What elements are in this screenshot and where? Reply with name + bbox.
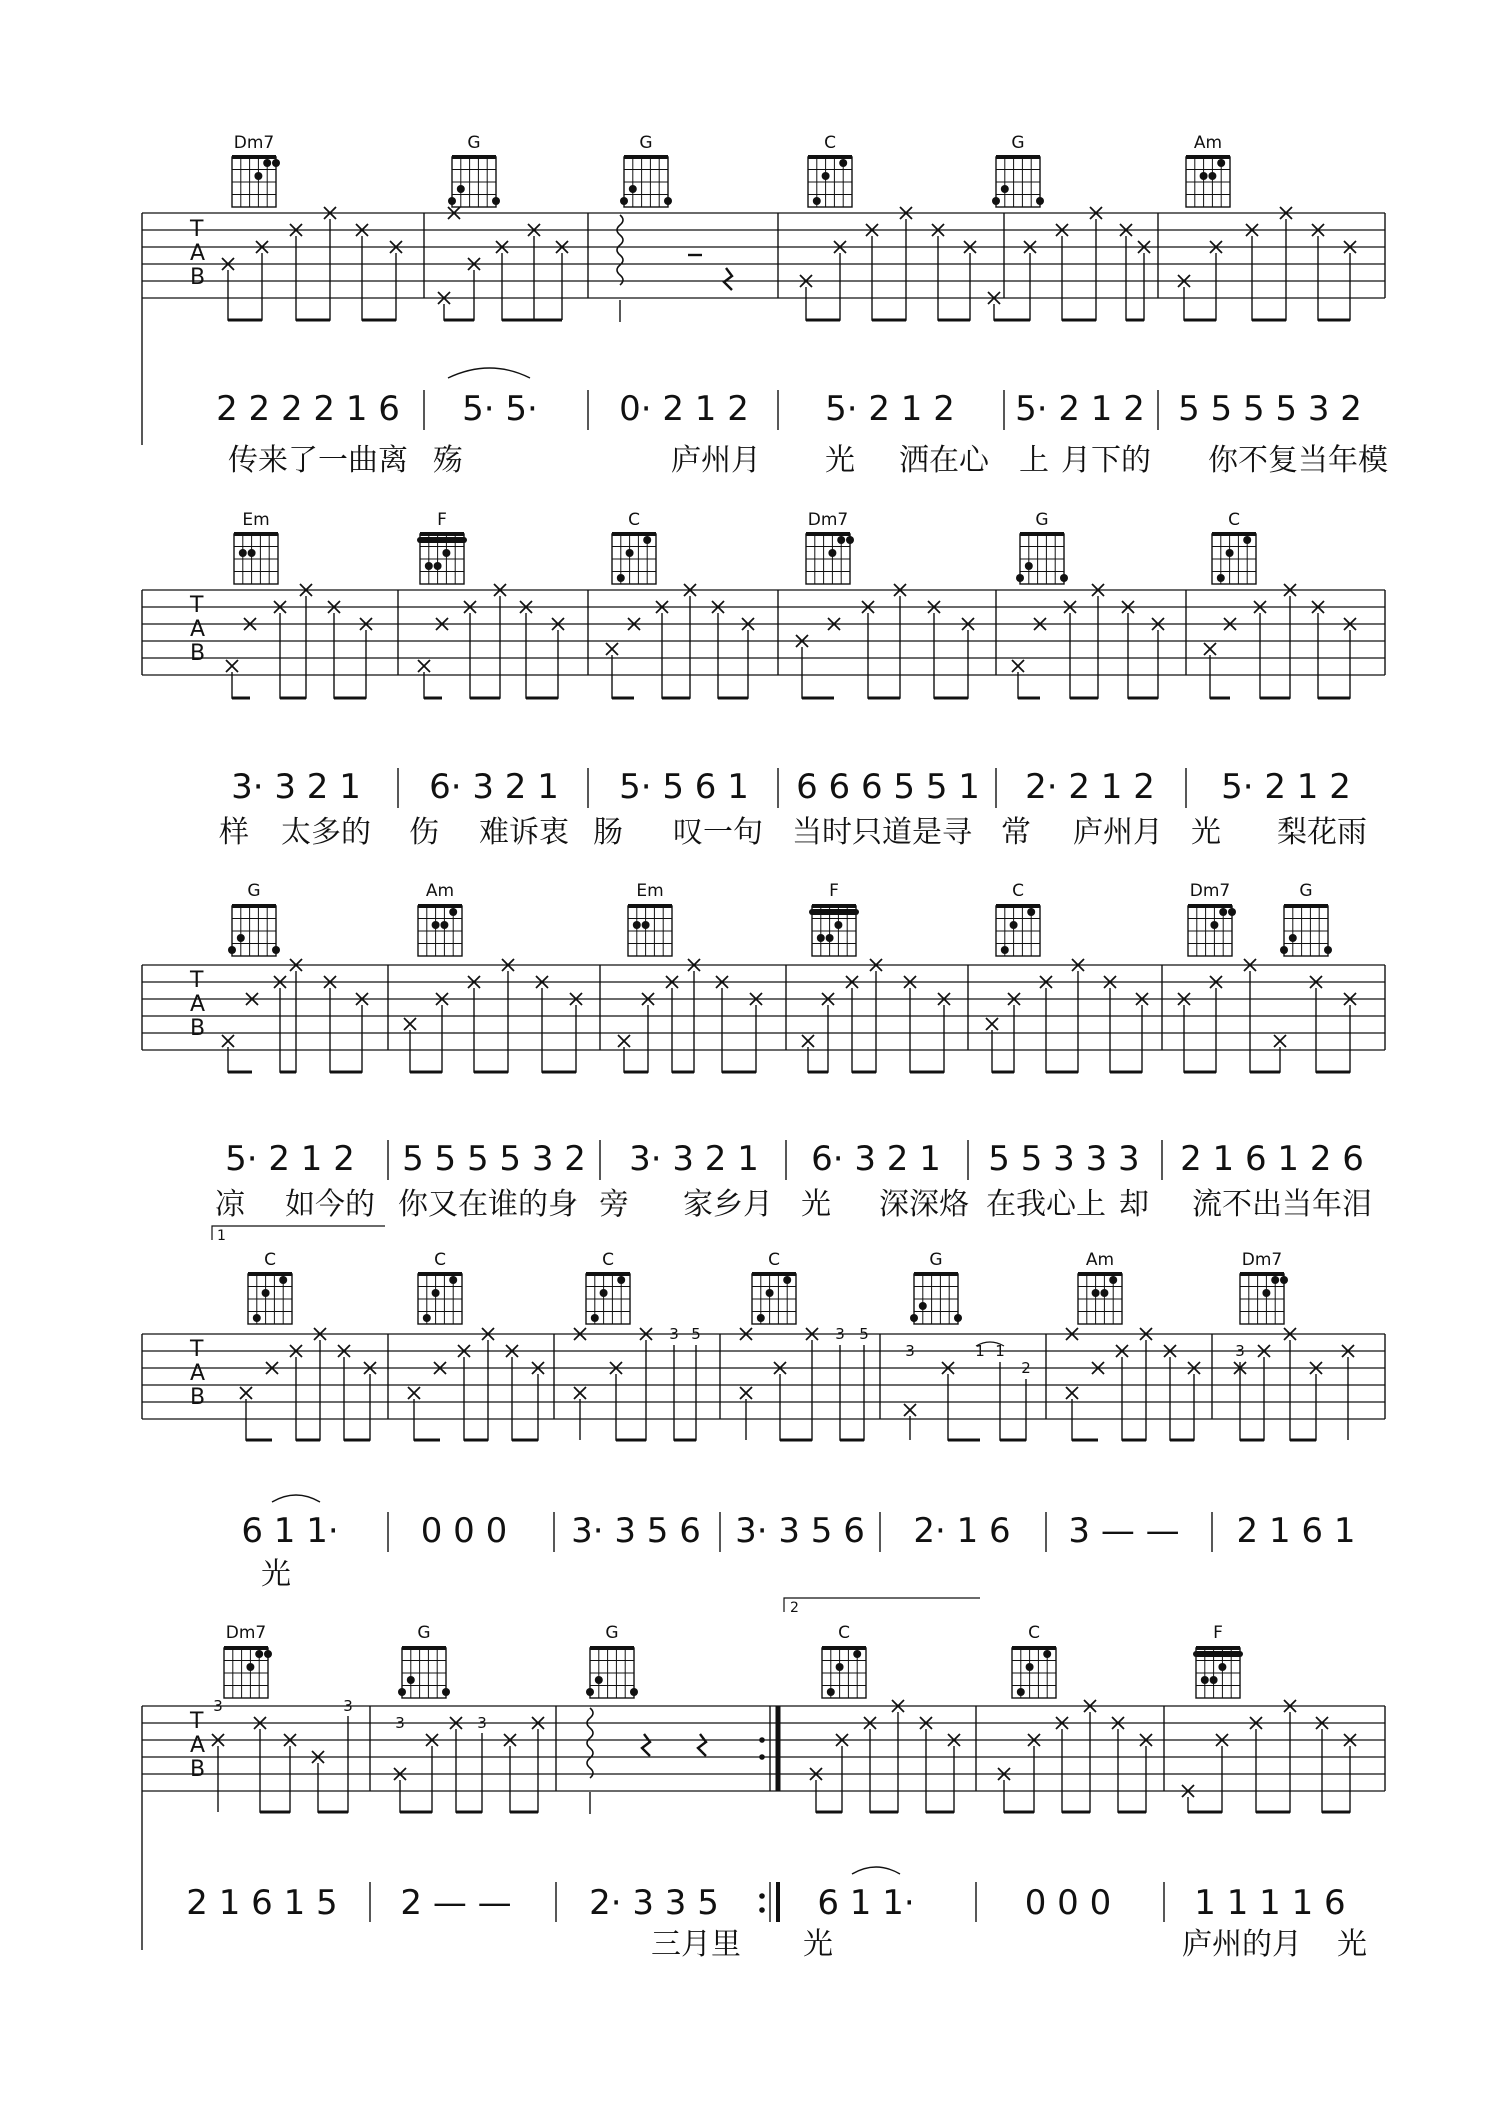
- jianpu-measure: 1 1 1 1 6: [1194, 1883, 1346, 1923]
- chord-name: G: [417, 1623, 431, 1643]
- tab-staff: [142, 590, 1385, 675]
- tie: [448, 368, 530, 378]
- chord-diagram: [806, 534, 854, 584]
- fret-number: 2: [1021, 1359, 1031, 1377]
- chord-diagram: [418, 1274, 462, 1324]
- jianpu-measure: 3· 3 5 6: [571, 1511, 701, 1551]
- chord-diagram: [1078, 1274, 1122, 1324]
- tab-clef-b: B: [190, 1757, 206, 1782]
- jianpu-measure: 2 1 6 1 2 6: [1180, 1139, 1364, 1179]
- fret-number: 3: [477, 1714, 487, 1732]
- lyric: 常: [1001, 815, 1031, 850]
- chord-diagram: [586, 1274, 630, 1324]
- volta-label: 1: [217, 1228, 226, 1244]
- chord-name: Am: [1085, 1250, 1115, 1270]
- chord-name: G: [639, 133, 653, 153]
- jianpu-measure: 0 0 0: [1024, 1883, 1112, 1923]
- tab-stems: [228, 971, 1350, 1072]
- chord-diagram: [586, 1648, 638, 1698]
- chord-name: C: [602, 1250, 614, 1270]
- lyric: 你不复当年模: [1208, 443, 1388, 478]
- chord-diagram: [448, 157, 500, 207]
- tab-fret-numbers: [213, 1697, 487, 1732]
- tab-clef-t: T: [190, 593, 204, 618]
- lyric: 旁: [599, 1187, 629, 1222]
- lyric: 光: [825, 443, 855, 478]
- fret-number: 1: [975, 1342, 985, 1360]
- jianpu-measure: 3· 3 2 1: [231, 767, 361, 807]
- jianpu-measure: 6 1 1·: [241, 1511, 339, 1551]
- chord-name: C: [1012, 881, 1024, 901]
- tab-clef-t: T: [190, 1337, 204, 1362]
- jianpu-measure: 5 5 3 3 3: [988, 1139, 1140, 1179]
- lyric: 当时只道是寻: [792, 815, 972, 850]
- jianpu-measure: 2 — —: [400, 1883, 512, 1923]
- tab-stems: [218, 1712, 1350, 1812]
- tab-staff: [142, 965, 1385, 1050]
- tab-stems: [228, 219, 1350, 320]
- fret-number: 1: [995, 1342, 1005, 1360]
- jianpu-measure: 2· 2 1 2: [1025, 767, 1155, 807]
- jianpu-measure: 5· 2 1 2: [1221, 767, 1351, 807]
- chord-name: G: [605, 1623, 619, 1643]
- chord-name: C: [1228, 510, 1240, 530]
- tab-clef-b: B: [190, 265, 206, 290]
- chord-name: C: [824, 133, 836, 153]
- chord-diagram: [752, 1274, 796, 1324]
- tab-clef-t: T: [190, 968, 204, 993]
- jianpu-measure: 5· 2 1 2: [825, 389, 955, 429]
- lyric: 殇: [433, 443, 463, 478]
- lyric: 家乡月: [683, 1187, 773, 1222]
- jianpu-measure: 2 2 2 2 1 6: [216, 389, 400, 429]
- lyric: 太多的: [281, 815, 371, 850]
- lyric: 庐州月: [1073, 815, 1163, 850]
- chord-name: G: [929, 1250, 943, 1270]
- chord-name: G: [1299, 881, 1313, 901]
- chord-diagram: [628, 906, 672, 956]
- chord-diagram: [1186, 157, 1230, 207]
- tab-staff: [142, 1334, 1385, 1419]
- jianpu-measure: 2 1 6 1 5: [186, 1883, 338, 1923]
- chord-name: G: [247, 881, 261, 901]
- chord-diagram: [1012, 1648, 1056, 1698]
- chord-diagram: [248, 1274, 292, 1324]
- volta-2: [784, 1598, 980, 1616]
- jianpu-measure: 5· 5 6 1: [619, 767, 749, 807]
- tab-clef-a: A: [190, 1361, 206, 1386]
- lyric: 样: [219, 815, 249, 850]
- lyric: 传来了一曲离: [228, 443, 408, 478]
- rest-measure: [617, 215, 732, 322]
- chord-name: Dm7: [807, 510, 849, 530]
- tab-clef-a: A: [190, 992, 206, 1017]
- lyric: 却: [1119, 1187, 1149, 1222]
- chord-diagram: [232, 157, 280, 207]
- chord-name: F: [437, 510, 447, 530]
- chord-diagram: [612, 534, 656, 584]
- chord-diagram: [1212, 534, 1256, 584]
- jianpu-measure: 6· 3 2 1: [811, 1139, 941, 1179]
- chord-name: C: [264, 1250, 276, 1270]
- chord-diagram: [1280, 906, 1332, 956]
- lyric: 光: [1191, 815, 1221, 850]
- chord-diagram: [234, 534, 278, 584]
- tab-clef-b: B: [190, 1385, 206, 1410]
- jianpu-measure: 5 5 5 5 3 2: [1178, 389, 1362, 429]
- jianpu-measure: 6· 3 2 1: [429, 767, 559, 807]
- lyric: 月下的: [1061, 443, 1151, 478]
- lyric: 深深烙: [879, 1187, 969, 1222]
- lyric: 难诉衷: [479, 815, 569, 850]
- lyric: 光: [803, 1927, 833, 1962]
- jianpu-measure: 5· 2 1 2: [1015, 389, 1145, 429]
- lyric: 庐州的月: [1182, 1927, 1302, 1962]
- tab-clef-a: A: [190, 1733, 206, 1758]
- jianpu-measure: 0· 2 1 2: [619, 389, 749, 429]
- tab-clef-a: A: [190, 241, 206, 266]
- lyric: 光: [261, 1557, 291, 1592]
- fret-number: 5: [859, 1325, 869, 1343]
- chord-name: G: [467, 133, 481, 153]
- chord-diagram: [1188, 906, 1236, 956]
- system-3: [142, 881, 1385, 1222]
- tab-stems: [232, 596, 1350, 698]
- chord-name: Am: [1193, 133, 1223, 153]
- chord-diagram: [996, 906, 1040, 956]
- chord-diagram: [420, 534, 464, 584]
- tab-notes: [240, 1328, 1354, 1416]
- lyric: 洒在心: [899, 443, 989, 478]
- lyric: 三月里: [651, 1927, 741, 1962]
- chord-name: F: [1213, 1623, 1223, 1643]
- chord-diagram: [228, 906, 280, 956]
- tie: [852, 1867, 900, 1874]
- chord-name: Am: [425, 881, 455, 901]
- chord-diagram: [822, 1648, 866, 1698]
- fret-number: 5: [691, 1325, 701, 1343]
- chord-diagram: [224, 1648, 272, 1698]
- volta-1: [212, 1226, 385, 1244]
- chord-name: Dm7: [233, 133, 275, 153]
- fret-number: 3: [1235, 1342, 1245, 1360]
- system-4: [142, 1226, 1385, 1592]
- tab-clef-b: B: [190, 641, 206, 666]
- chord-diagram: [1196, 1648, 1240, 1698]
- jianpu-measure: 2 1 6 1: [1236, 1511, 1356, 1551]
- chord-name: Em: [242, 510, 270, 530]
- jianpu-measure: 3 — —: [1068, 1511, 1180, 1551]
- jianpu-measure: 2· 3 3 5: [589, 1883, 719, 1923]
- rest-measure: [587, 1708, 706, 1814]
- jianpu-measure: 6 1 1·: [817, 1883, 915, 1923]
- lyric: 流不出当年泪: [1192, 1187, 1372, 1222]
- chord-diagram: [992, 157, 1044, 207]
- jianpu-measure: 2· 1 6: [913, 1511, 1011, 1551]
- chord-name: F: [829, 881, 839, 901]
- fret-number: 3: [669, 1325, 679, 1343]
- chord-name: C: [768, 1250, 780, 1270]
- jianpu-measure: 0 0 0: [420, 1511, 508, 1551]
- chord-diagram: [1016, 534, 1068, 584]
- fret-number: 3: [905, 1342, 915, 1360]
- tab-clef-t: T: [190, 1709, 204, 1734]
- tab-notes: [222, 207, 1356, 304]
- system-2: [142, 510, 1385, 850]
- tie: [272, 1495, 320, 1502]
- chord-diagram: [1240, 1274, 1288, 1324]
- jianpu-measure: 5 5 5 5 3 2: [402, 1139, 586, 1179]
- fret-number: 3: [213, 1697, 223, 1715]
- chord-diagram: [620, 157, 672, 207]
- chord-name: Em: [636, 881, 664, 901]
- chord-name: G: [1011, 133, 1025, 153]
- lyric: 上: [1019, 443, 1049, 478]
- volta-label: 2: [790, 1600, 799, 1616]
- tab-notes: [222, 959, 1356, 1047]
- jianpu-measure: 3· 3 5 6: [735, 1511, 865, 1551]
- chord-name: Dm7: [1241, 1250, 1283, 1270]
- tab-clef-a: A: [190, 617, 206, 642]
- chord-name: Dm7: [225, 1623, 267, 1643]
- chord-diagram: [812, 906, 856, 956]
- lyric: 伤: [409, 815, 439, 850]
- chord-name: Dm7: [1189, 881, 1231, 901]
- lyric: 在我心上: [986, 1187, 1106, 1222]
- fret-number: 3: [395, 1714, 405, 1732]
- chord-diagram: [808, 157, 852, 207]
- tab-notes: [212, 1700, 1356, 1797]
- lyric: 凉: [215, 1187, 245, 1222]
- tab-clef-b: B: [190, 1016, 206, 1041]
- lyric: 光: [801, 1187, 831, 1222]
- lyric: 肠: [593, 815, 623, 850]
- system-5: [142, 1598, 1385, 1962]
- chord-name: G: [1035, 510, 1049, 530]
- chord-diagram: [418, 906, 462, 956]
- lyric: 你又在谁的身: [398, 1187, 578, 1222]
- chord-name: C: [434, 1250, 446, 1270]
- chord-name: C: [628, 510, 640, 530]
- jianpu-measure: 3· 3 2 1: [629, 1139, 759, 1179]
- jianpu-measure: 5· 2 1 2: [225, 1139, 355, 1179]
- fret-number: 3: [343, 1697, 353, 1715]
- chord-name: C: [838, 1623, 850, 1643]
- fret-number: 3: [835, 1325, 845, 1343]
- lyric: 如今的: [285, 1187, 375, 1222]
- lyric: 光: [1337, 1927, 1367, 1962]
- chord-diagram: [910, 1274, 962, 1324]
- jianpu-measure: 6 6 6 5 5 1: [796, 767, 980, 807]
- system-1: [142, 133, 1388, 478]
- lyric: 庐州月: [671, 443, 761, 478]
- chord-diagram: [398, 1648, 450, 1698]
- lyric: 梨花雨: [1277, 815, 1367, 850]
- chord-name: C: [1028, 1623, 1040, 1643]
- tab-clef-t: T: [190, 217, 204, 242]
- lyric: 叹一句: [673, 815, 763, 850]
- jianpu-measure: 5· 5·: [462, 389, 538, 429]
